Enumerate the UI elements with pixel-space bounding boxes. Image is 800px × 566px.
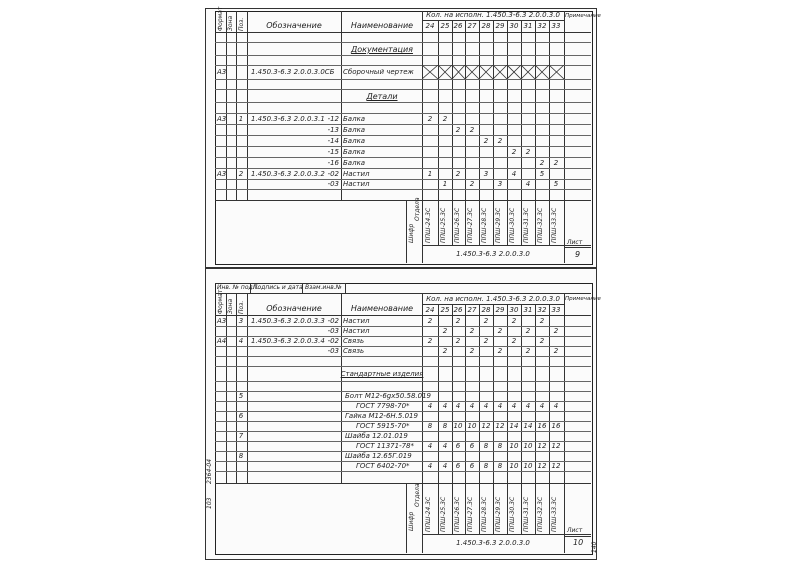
assembly-name: Сборочный чертеж — [343, 68, 414, 76]
col-format-header: Формат — [217, 6, 224, 31]
variant-29: 29 — [495, 22, 505, 30]
corner-number: 140 — [591, 541, 598, 553]
variant-25: 25 — [440, 22, 450, 30]
side-code: ППШ-26.3С — [454, 207, 461, 243]
variant-30: 30 — [509, 306, 519, 314]
col-format-header: Формат — [217, 289, 224, 314]
variant-28: 28 — [481, 306, 491, 314]
col-note-header: Примечание — [565, 296, 601, 302]
side-code: ППШ-28.3С — [481, 207, 488, 243]
assembly-format: A3 — [217, 68, 227, 76]
variant-27: 27 — [467, 306, 477, 314]
side-code: ППШ-33.3С — [551, 207, 558, 243]
side-code: ППШ-27.3С — [467, 496, 474, 532]
section-std: Стандартные изделия — [340, 370, 424, 378]
margin-number-2: 103 — [206, 497, 213, 509]
variant-24: 24 — [425, 22, 435, 30]
code-label-2: Отдела — [414, 197, 421, 221]
side-code: ППШ-28.3С — [481, 496, 488, 532]
sheet-number: 10 — [573, 538, 584, 547]
footer-code: 1.450.3-6.3 2.0.0.3.0 — [456, 539, 530, 547]
side-code: ППШ-24.3С — [425, 207, 432, 243]
variant-29: 29 — [495, 306, 505, 314]
side-code: ППШ-26.3С — [454, 496, 461, 532]
side-code: ППШ-29.3С — [495, 207, 502, 243]
side-code: ППШ-25.3С — [440, 496, 447, 532]
code-label: Шифр — [408, 223, 415, 243]
variant-25: 25 — [440, 306, 450, 314]
side-code: ППШ-32.3С — [537, 207, 544, 243]
margin-number: 2364-04 — [206, 458, 213, 484]
side-code: ППШ-25.3С — [440, 207, 447, 243]
side-code: ППШ-30.3С — [509, 207, 516, 243]
sheet-label: Лист — [567, 527, 583, 534]
side-code: ППШ-30.3С — [509, 496, 516, 532]
usage-title: Кол. на исполн. 1.450.3-6.3 2.0.0.3.0 — [426, 295, 560, 303]
assembly-cross-marks — [422, 65, 564, 79]
section-docs: Документация — [351, 45, 413, 54]
variant-31: 31 — [523, 306, 533, 314]
col-zone-header: Зона — [227, 298, 234, 314]
footer-code: 1.450.3-6.3 2.0.0.3.0 — [456, 250, 530, 258]
variant-28: 28 — [481, 22, 491, 30]
stamp-sign-date: Подпись и дата — [253, 284, 303, 291]
variant-27: 27 — [467, 22, 477, 30]
variant-30: 30 — [509, 22, 519, 30]
col-note-header: Примечание — [565, 13, 601, 19]
col-designation-header: Обозначение — [266, 304, 322, 313]
usage-title: Кол. на исполн. 1.450.3-6.3 2.0.0.3.0 — [426, 11, 560, 19]
side-code: ППШ-24.3С — [425, 496, 432, 532]
col-pos-header: Поз. — [238, 17, 245, 31]
variant-32: 32 — [537, 306, 547, 314]
stamp-inv: Инв. № подл. — [217, 284, 259, 291]
col-name-header: Наименование — [350, 21, 414, 30]
sheet-label: Лист — [567, 239, 583, 246]
drawing-sheet-9: Формат Зона Поз. Обозначение Наименование Кол. на исполн. 1.450.3-6.3 2.0.0.3.0 Примечание 24 25 26 27 28 29 30 31 32 33 Документация A3 1.450.3-6.3 2.0.0.3.0СБ Сборочный чертеж Детали A3 1 1.450.3-6.3 2.0.0.3.1 -12 Балка 2 2 -13 Балка 2 2 -14 Балка 2 2 -15 Балка 2 2 -16 Балка 2 2 A3 2 1.450.3-6.3 2.0.0.3.2 -02 Настил 1 2 3 4 5 -03 Настил 1 2 3 4 5 Шифр Отдела ППШ-24.3С ППШ-25.3С ППШ-26.3С ППШ-27.3С ППШ-28.3С ППШ-29.3С ППШ-30.3С ППШ-31.3С ППШ-32.3С ППШ-33.3С 1.450.3-6.3 2.0.0.3.0 Лист 9 — [205, 8, 597, 268]
variant-33: 33 — [551, 22, 561, 30]
sheet-number: 9 — [575, 250, 581, 259]
variant-24: 24 — [425, 306, 435, 314]
col-pos-header: Поз. — [238, 300, 245, 314]
section-parts: Детали — [366, 92, 398, 101]
variant-26: 26 — [453, 306, 463, 314]
code-label: Шифр — [408, 511, 415, 531]
side-code: ППШ-32.3С — [537, 496, 544, 532]
variant-33: 33 — [551, 306, 561, 314]
side-code: ППШ-31.3С — [523, 496, 530, 532]
side-code: ППШ-33.3С — [551, 496, 558, 532]
col-designation-header: Обозначение — [266, 21, 322, 30]
variant-31: 31 — [523, 22, 533, 30]
col-zone-header: Зона — [227, 15, 234, 31]
variant-26: 26 — [453, 22, 463, 30]
stamp-replace: Взам.инв.№ — [305, 284, 342, 291]
variant-32: 32 — [537, 22, 547, 30]
col-name-header: Наименование — [350, 304, 414, 313]
side-code: ППШ-31.3С — [523, 207, 530, 243]
side-code: ППШ-29.3С — [495, 496, 502, 532]
assembly-designation: 1.450.3-6.3 2.0.0.3.0СБ — [251, 68, 335, 76]
code-label-2: Отдела — [414, 483, 421, 507]
side-code: ППШ-27.3С — [467, 207, 474, 243]
drawing-sheet-10: Инв. № подл. Подпись и дата Взам.инв.№ Формат Зона Поз. Обозначение Наименование Кол. на исполн. 1.450.3-6.3 2.0.0.3.0 Примечание 24 25 26 27 28 29 30 31 32 33 A3 3 1.450.3-6.3 2.0.0.3.3 -02 Настил 2 2 2 2 2 -03 Настил 2 2 2 2 2 A4 4 1.450.3-6.3 2.0.0.3.4 -02 Связь 2 2 2 2 2 -03 Связь 2 2 2 2 2 Стандартные изделия 5 Болт М12-6gx50.58.019 ГОСТ 7798-70* 4 4 4 4 4 4 4 4 4 4 6 Гайка М12-6Н.5.019 ГОСТ 5915-70* 8 8 10 10 12 12 14 14 16 16 7 Шайба 12.01.019 ГОСТ 11371-78* 4 4 6 6 8 8 10 10 12 12 8 Шайба 12.65Г.019 ГОСТ 6402-70* 4 4 6 6 8 8 10 10 12 12 Шифр Отдела ППШ-24.3С ППШ-25.3С ППШ-26.3С ППШ-27.3С ППШ-28.3С ППШ-29.3С ППШ-30.3С ППШ-31.3С ППШ-32.3С ППШ-33.3С 1.450.3-6.3 2.0.0.3.0 Лист 10 2364-04 103 140 — [205, 268, 597, 560]
